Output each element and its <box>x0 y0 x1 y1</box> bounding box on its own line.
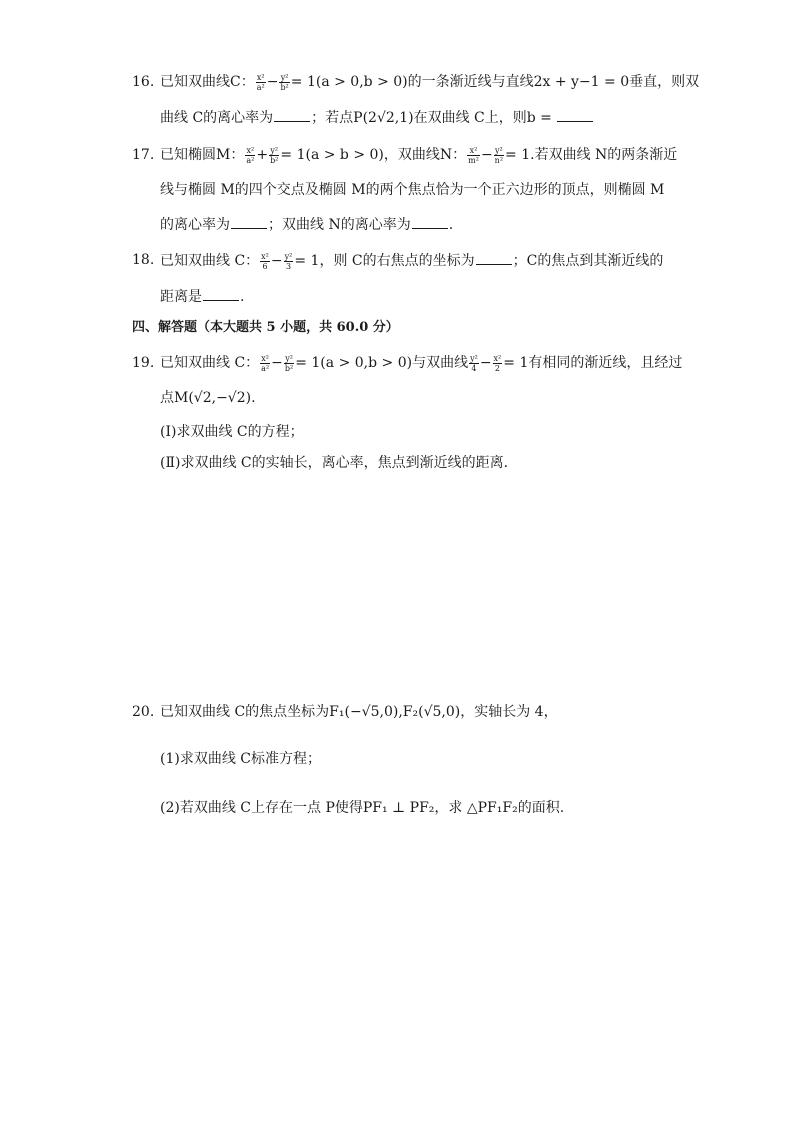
q20-line-1: 已知双曲线 C的焦点坐标为F₁(−√5,0),F₂(√5,0)，实轴长为 4， <box>160 704 558 720</box>
q19-part-1: (Ⅰ)求双曲线 C的方程； <box>160 424 304 440</box>
q17-text-a: 已知椭圆M： <box>160 147 245 163</box>
q18-answer-blank-1[interactable] <box>476 250 512 265</box>
q17-line-1: 已知椭圆M： $\frac{\text{x²}}{\text{a²}}$ + $\frac{\text{y²}}{\text{b²}}$ = 1(a > b > 0)，双曲线N： $\frac{\text{x²}}{\text{m²}}$ − $\frac{\text{y²}}{\text{n²}}$ = 1.若双曲线 N的两条渐近 <box>160 145 678 165</box>
q17-line-2: 线与椭圆 M的四个交点及椭圆 M的两个焦点恰为一个正六边形的顶点，则椭圆 M <box>160 182 665 198</box>
q17-line-3 <box>160 214 453 235</box>
q17-plus: + <box>256 147 269 163</box>
q16-text-d: ；若点P(2√2,1)在双曲线 C上，则b = <box>311 110 552 126</box>
section-4-heading: 四、解答题（本大题共 5 小题，共 60.0 分） <box>132 320 399 335</box>
q18-answer-blank-2[interactable] <box>203 286 239 301</box>
q18-period: . <box>240 289 245 305</box>
q16-text-c: 曲线 C的离心率为 <box>160 110 274 126</box>
q17-number: 17. <box>132 147 155 163</box>
q18-line-1 <box>160 250 663 271</box>
q16-line-1: 已知双曲线C： $\frac{\text{x²}}{\text{a²}}$ − $\frac{\text{y²}}{\text{b²}}$ = 1(a > 0,b > 0)的一条渐近线与直线2x + y−1 = 0垂直，则双 <box>160 72 700 92</box>
q16-answer-blank-2[interactable] <box>557 107 593 122</box>
q17-fraction-4: $\frac{\text{y²}}{\text{n²}}$ <box>494 145 504 165</box>
q20-part-1: (1)求双曲线 C标准方程； <box>160 751 321 767</box>
q18-text-a: 已知双曲线 C： <box>160 253 260 269</box>
q18-number: 18. <box>132 252 155 268</box>
q19-number: 19. <box>132 355 155 371</box>
q19-text-b: = 1(a > 0,b > 0)与双曲线 <box>295 355 469 371</box>
q17-answer-blank-2[interactable] <box>412 214 448 229</box>
q18-text-b: = 1，则 C的右焦点的坐标为 <box>294 253 475 269</box>
q17-text-b: = 1(a > b > 0)，双曲线N： <box>280 147 467 163</box>
q17-text-d: 的离心率为 <box>160 217 230 233</box>
q17-answer-blank-1[interactable] <box>231 214 267 229</box>
q17-fraction-3: $\frac{\text{x²}}{\text{m²}}$ <box>468 145 479 165</box>
q16-line-2 <box>160 107 594 128</box>
q17-fraction-1: $\frac{\text{x²}}{\text{a²}}$ <box>246 145 255 165</box>
q18-fraction-1: $\frac{\text{x²}}{6}$ <box>261 251 269 271</box>
q16-text-b: = 1(a > 0,b > 0)的一条渐近线与直线2x + y−1 = 0垂直，则双 <box>290 74 700 90</box>
q19-fraction-1: $\frac{\text{x²}}{\text{a²}}$ <box>261 353 270 373</box>
q16-answer-blank-1[interactable] <box>274 107 310 122</box>
q19-text-c: = 1有相同的渐近线，且经过 <box>503 355 683 371</box>
q17-text-e: ；双曲线 N的离心率为 <box>268 217 411 233</box>
q19-part-2: (Ⅱ)求双曲线 C的实轴长，离心率，焦点到渐近线的距离. <box>160 455 509 471</box>
q20-part-2: (2)若双曲线 C上存在一点 P使得PF₁ ⊥ PF₂，求 △PF₁F₂的面积. <box>160 800 565 816</box>
q18-text-c: ；C的焦点到其渐近线的 <box>512 253 664 269</box>
q16-number: 16. <box>132 74 155 90</box>
q16-fraction-x: $\frac{\text{x²}}{\text{a²}}$ <box>256 72 265 92</box>
q17-text-c: = 1.若双曲线 N的两条渐近 <box>505 147 678 163</box>
q17-period: . <box>448 217 454 233</box>
q18-text-d: 距离是 <box>160 289 202 305</box>
q17-fraction-2: $\frac{\text{y²}}{\text{b²}}$ <box>270 145 279 165</box>
q16-text-a: 已知双曲线C： <box>160 74 255 90</box>
q18-fraction-2: $\frac{\text{y²}}{3}$ <box>284 251 293 271</box>
q19-line-2: 点M(√2,−√2). <box>160 390 256 406</box>
q19-fraction-3: $\frac{\text{y²}}{4}$ <box>470 353 478 373</box>
q19-fraction-4: $\frac{\text{x²}}{2}$ <box>493 353 502 373</box>
q16-fraction-y: $\frac{\text{y²}}{\text{b²}}$ <box>280 72 289 92</box>
q19-fraction-2: $\frac{\text{y²}}{\text{b²}}$ <box>284 353 294 373</box>
q19-text-a: 已知双曲线 C： <box>160 355 260 371</box>
q19-line-1: 已知双曲线 C： $\frac{\text{x²}}{\text{a²}}$ − $\frac{\text{y²}}{\text{b²}}$ = 1(a > 0,b > 0)与双曲线 $\frac{\text{y²}}{4}$ − $\frac{\text{x²}}{2}$ = 1有相同的渐近线，且经过 <box>160 353 683 373</box>
q18-minus: − <box>270 253 283 269</box>
q20-number: 20. <box>132 704 155 720</box>
q18-line-2 <box>160 286 244 307</box>
